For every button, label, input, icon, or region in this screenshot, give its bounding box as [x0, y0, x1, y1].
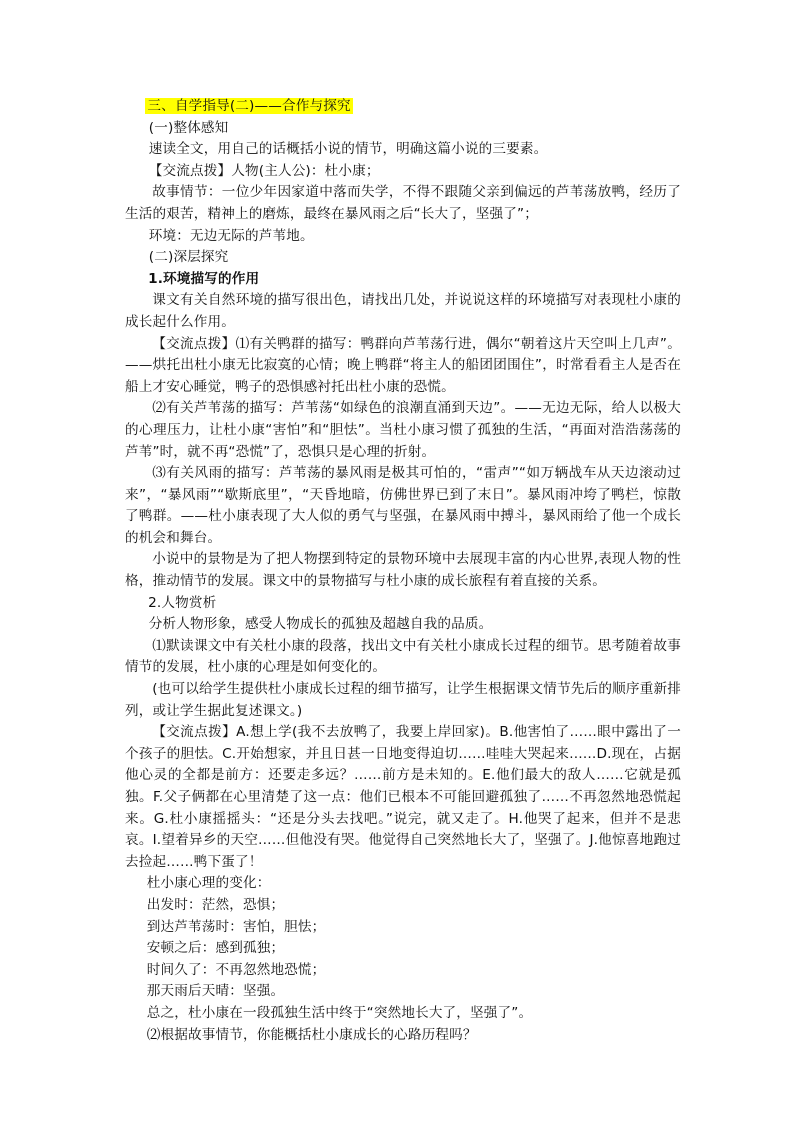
document-page	[125, 96, 681, 1046]
conclusion: 总之，杜小康在一段孤独生活中终于“突然地长大了，坚强了”。	[146, 1004, 533, 1021]
person-text: 人物(主人公)：杜小康；	[231, 162, 380, 179]
sub1-point-storm: ⑶有关风雨的描写：芦苇荡的暴风雨是极其可怕的，“雷声”“如万辆战车从天边滚动过来”，“暴风雨”“歇斯底里”，“天昏地暗，仿佛世界已到了末日”。暴风雨冲垮了鸭栏，惊散了鸭群。——杜小康表现了大人似的勇气与坚强，在暴风雨中搏斗，暴风雨给了他一个成长的机会和舞台。	[125, 465, 681, 546]
sub2-point: 【交流点拨】A.想上学(我不去放鸭了，我要上岸回家)。B.他害怕了……眼中露出了一个孩子的胆怯。C.开始想家，并且日甚一日地变得迫切……哇哇大哭起来……D.现在，占据他心灵的全都是前方：还要走多远？……前方是未知的。E.他们最大的敌人……它就是孤独。F.父子俩都在心里清楚了这一点：他们已根本不可能回避孤独了……不再忽然地恐慌起来。G.杜小康摇摇头：“还是分头去找吧。”说完，就又走了。H.他哭了起来，但并不是悲哀。I.望着异乡的天空……但他没有哭。他觉得自己突然地长大了，坚强了。J.他惊喜地跑过去捡起……鸭下蛋了！	[125, 724, 681, 870]
change-item: 时间久了：不再忽然地恐慌；	[146, 961, 326, 978]
part1-point-person	[125, 161, 681, 183]
section-heading-line	[125, 96, 681, 118]
sub2-intro: 分析人物形象，感受人物成长的孤独及超越自我的品质。	[148, 616, 493, 633]
part1-plot: 故事情节：一位少年因家道中落而失学，不得不跟随父亲到偏远的芦苇荡放鸭，经历了生活的艰苦，精神上的磨炼，最终在暴风雨之后“长大了，坚强了”；	[125, 184, 681, 222]
part1-title: (一)整体感知	[148, 119, 229, 136]
sub2-question-2: ⑵根据故事情节，你能概括杜小康成长的心路历程吗？	[146, 1026, 477, 1043]
sub1-summary: 小说中的景物是为了把人物摆到特定的景物环境中去展现丰富的内心世界,表现人物的性格，推动情节的发展。课文中的景物描写与杜小康的成长旅程有着直接的关系。	[125, 551, 681, 590]
sub2-question-1: ⑴默读课文中有关杜小康的段落，找出文中有关杜小康成长过程的细节。思考随着故事情节的发展，杜小康的心理是如何变化的。	[125, 637, 681, 676]
part1-instruction: 速读全文，用自己的话概括小说的情节，明确这篇小说的三要素。	[148, 141, 548, 158]
change-item: 到达芦苇荡时：害怕，胆怯；	[146, 918, 326, 935]
part1-setting: 环境：无边无际的芦苇地。	[148, 227, 314, 244]
sub1-title: 1.环境描写的作用	[148, 270, 260, 287]
sub2-note: (也可以给学生提供杜小康成长过程的细节描写，让学生根据课文情节先后的顺序重新排列，或让学生据此复述课文。)	[125, 681, 681, 719]
point-label: 【交流点拨】	[148, 162, 232, 179]
changes-title: 杜小康心理的变化：	[146, 875, 271, 892]
sub1-question: 课文有关自然环境的描写很出色，请找出几处，并说说这样的环境描写对表现杜小康的成长起什么作用。	[125, 292, 681, 330]
change-item: 出发时：茫然，恐惧；	[146, 896, 285, 913]
sub1-point-ducks: 【交流点拨】⑴有关鸭群的描写：鸭群向芦苇荡行进，偶尔“朝着这片天空叫上几声”。——烘托出杜小康无比寂寞的心情；晚上鸭群“将主人的船团团围住”，时常看看主人是否在船上才安心睡觉，鸭子的恐惧感衬托出杜小康的恐慌。	[125, 335, 681, 395]
sub1-point-reeds: ⑵有关芦苇荡的描写：芦苇荡“如绿色的浪潮直涌到天边”。——无边无际，给人以极大的心理压力，让杜小康“害怕”和“胆怯”。当杜小康习惯了孤独的生活，“再面对浩浩荡荡的芦苇”时，就不再“恐慌”了，恐惧只是心理的折射。	[125, 400, 681, 460]
change-item: 那天雨后天晴：坚强。	[146, 983, 285, 1000]
part2-title: (二)深层探究	[148, 249, 229, 266]
change-item: 安顿之后：感到孤独；	[146, 940, 285, 957]
sub2-title: 2.人物赏析	[148, 594, 217, 611]
section-heading: 三、自学指导(二)——合作与探究	[147, 98, 351, 114]
